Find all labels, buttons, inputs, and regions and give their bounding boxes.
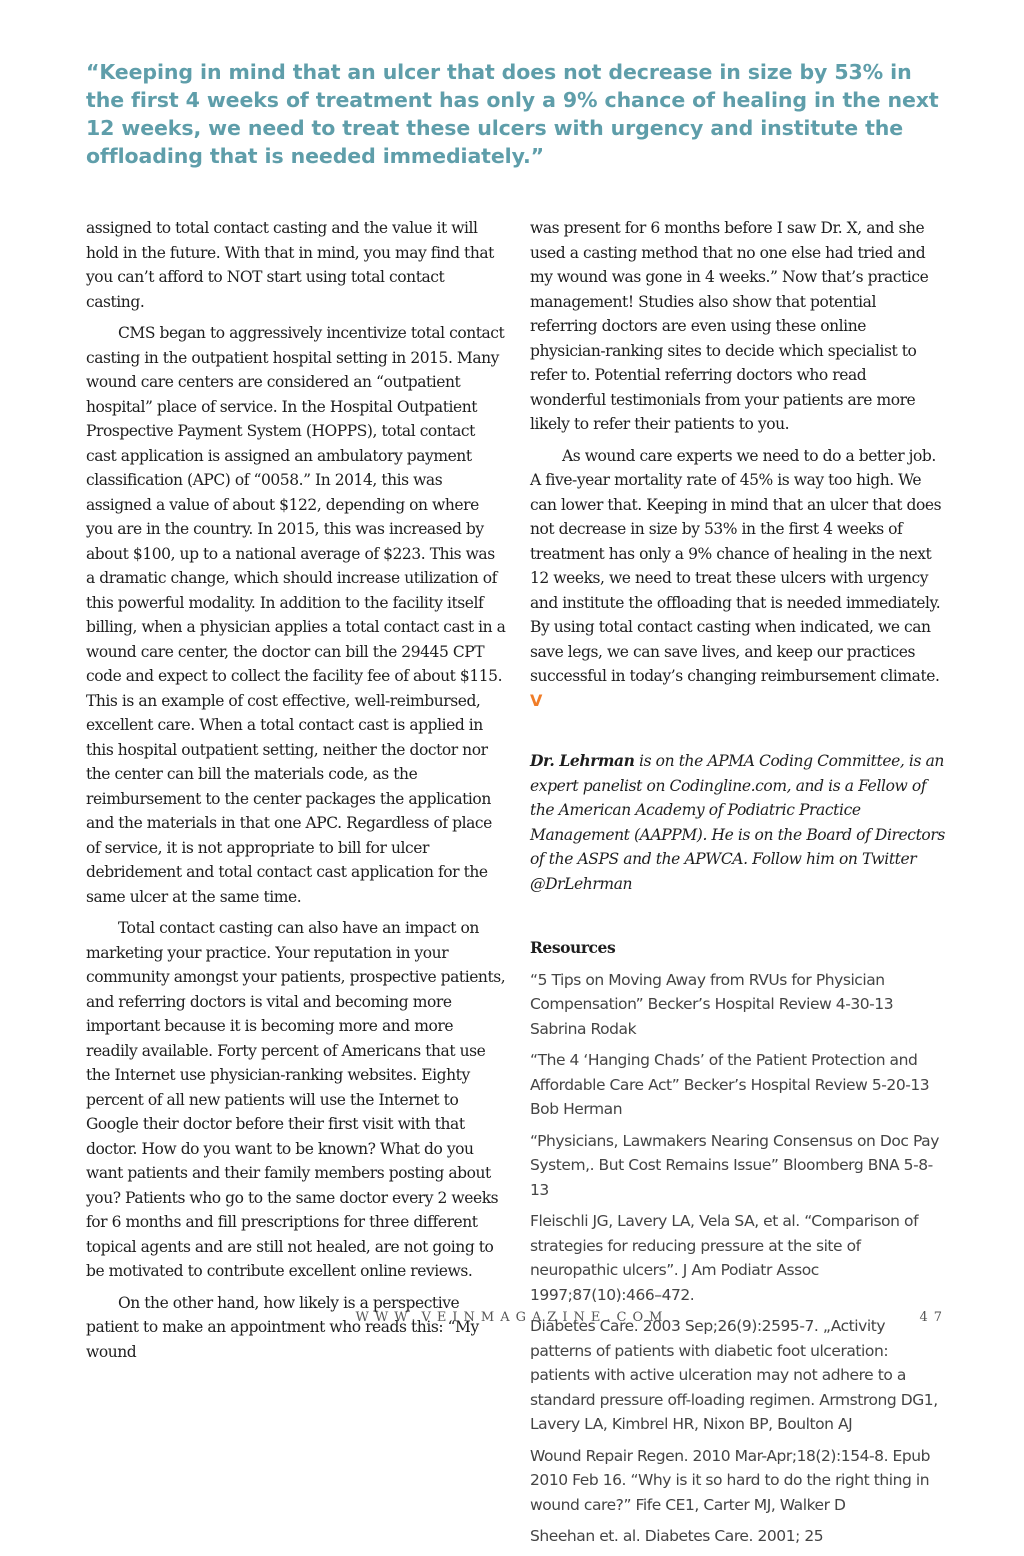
author-name: Dr. Lehrman — [530, 751, 635, 770]
resource-item: Sheehan et. al. Diabetes Care. 2001; 25 — [530, 1527, 824, 1545]
body-paragraph: CMS began to aggressively incentivize total contact casting in the outpatient hospital setting in 2015. Many wound care centers are considered an “outpatient hospital” place of service. In the Hospital Outpatient Prospective Payment System (HOPPS), total contact cast application is assigned an ambulatory payment classification (APC) of “0058.” In 2014, this was assigned a value of about $122, depending on where you are in the country. In 2015, this was increased by about $100, up to a national average of $223. This was a dramatic change, which should increase utilization of this powerful modality. In addition to the facility itself billing, when a physician applies a total contact cast in a wound care center, the doctor can bill the 29445 CPT code and expect to collect the facility fee of about $115. This is an example of cost effective, well-reimbursed, excellent care. When a total contact cast is applied in this hospital outpatient setting, neither the doctor nor the center can bill the materials code, as the reimbursement to the center packages the application and the materials in that one APC. Regardless of place of service, it is not appropriate to bill for ulcer debridement and total contact cast application for the same ulcer at the same time. — [86, 324, 506, 906]
resource-item: Wound Repair Regen. 2010 Mar-Apr;18(2):154-8. Epub 2010 Feb 16. “Why is it so hard to do the right thing in wound care?” Fife CE1, Carter MJ, Walker D — [530, 1446, 931, 1514]
body-paragraph-text: As wound care experts we need to do a better job. A five-year mortality rate of 45% is way too high. We can lower that. Keeping in mind that an ulcer that does not decrease in size by 53% in the first 4 weeks of treatment has only a 9% chance of healing in the next 12 weeks, we need to treat these ulcers with urgency and institute the offloading that is needed immediately. By using total contact casting when indicated, we can save legs, we can save lives, and keep our practices successful in today’s changing reimbursement climate. — [530, 446, 942, 685]
resource-item: Fleischli JG, Lavery LA, Vela SA, et al. “Comparison of strategies for reducing pressure at the site of neuropathic ulcers”. J Am Podiatr Assoc 1997;87(10):466–472. — [530, 1212, 919, 1304]
body-paragraph: was present for 6 months before I saw Dr. X, and she used a casting method that no one else had tried and my wound was gone in 4 weeks.” Now that’s practice management! Studies also show that potential referring doctors are even using these online physician-ranking sites to decide which specialist to refer to. Potential referring doctors who read wonderful testimonials from your patients are more likely to refer their patients to you. — [530, 219, 929, 433]
author-bio-text: is on the APMA Coding Committee, is an expert panelist on Codingline.com, and is a Fellow of the American Academy of Podiatric Practice Management (AAPPM). He is on the Board of Directors of the ASPS and the APWCA. Follow him on Twitter @DrLehrman — [530, 752, 945, 893]
body-paragraph-final — [530, 444, 945, 714]
right-column — [530, 216, 945, 1556]
pull-quote: “Keeping in mind that an ulcer that does not decrease in size by 53% in the first 4 weeks of treatment has only a 9% chance of healing in the next 12 weeks, we need to treat these ulcers with urgency and institute the offloading that is needed immediately.” — [86, 60, 939, 168]
resources-section — [530, 936, 945, 1549]
author-bio — [530, 749, 945, 896]
resources-heading: Resources — [530, 938, 616, 957]
resource-item: “5 Tips on Moving Away from RVUs for Physician Compensation” Becker’s Hospital Review 4-30-13 Sabrina Rodak — [530, 970, 894, 1038]
end-mark-icon: V — [530, 690, 542, 710]
footer-website: WWW.VEINMAGAZINE.COM — [355, 1310, 669, 1325]
resource-item: Diabetes Care. 2003 Sep;26(9):2595-7. „Activity patterns of patients with diabetic foot ulceration: patients with active ulceration may not adhere to a standard pressure off-loading regimen. Armstrong DG1, Lavery LA, Kimbrel HR, Nixon BP, Boulton AJ — [530, 1317, 938, 1433]
page-number: 47 — [919, 1310, 948, 1325]
body-paragraph: assigned to total contact casting and the value it will hold in the future. With that in mind, you may find that you can’t afford to NOT start using total contact casting. — [86, 219, 494, 311]
resource-item: “Physicians, Lawmakers Nearing Consensus on Doc Pay System,. But Cost Remains Issue” Bloomberg BNA 5-8-13 — [530, 1131, 939, 1199]
left-column — [86, 216, 506, 1371]
body-paragraph: On the other hand, how likely is a perspective patient to make an appointment who reads this: “My wound — [86, 1293, 479, 1361]
body-paragraph: Total contact casting can also have an impact on marketing your practice. Your reputation in your community amongst your patients, prospective patients, and referring doctors is vital and becoming more important because it is becoming more and more readily available. Forty percent of Americans that use the Internet use physician-ranking websites. Eighty percent of all new patients will use the Internet to Google their doctor before their first visit with that doctor. How do you want to be known? What do you want patients and their family members posting about you? Patients who go to the same doctor every 2 weeks for 6 months and fill prescriptions for three different topical agents and are still not healed, are not going to be motivated to contribute excellent online reviews. — [86, 919, 506, 1280]
resource-item: “The 4 ‘Hanging Chads’ of the Patient Protection and Affordable Care Act” Becker’s Hospital Review 5-20-13 Bob Herman — [530, 1051, 930, 1118]
